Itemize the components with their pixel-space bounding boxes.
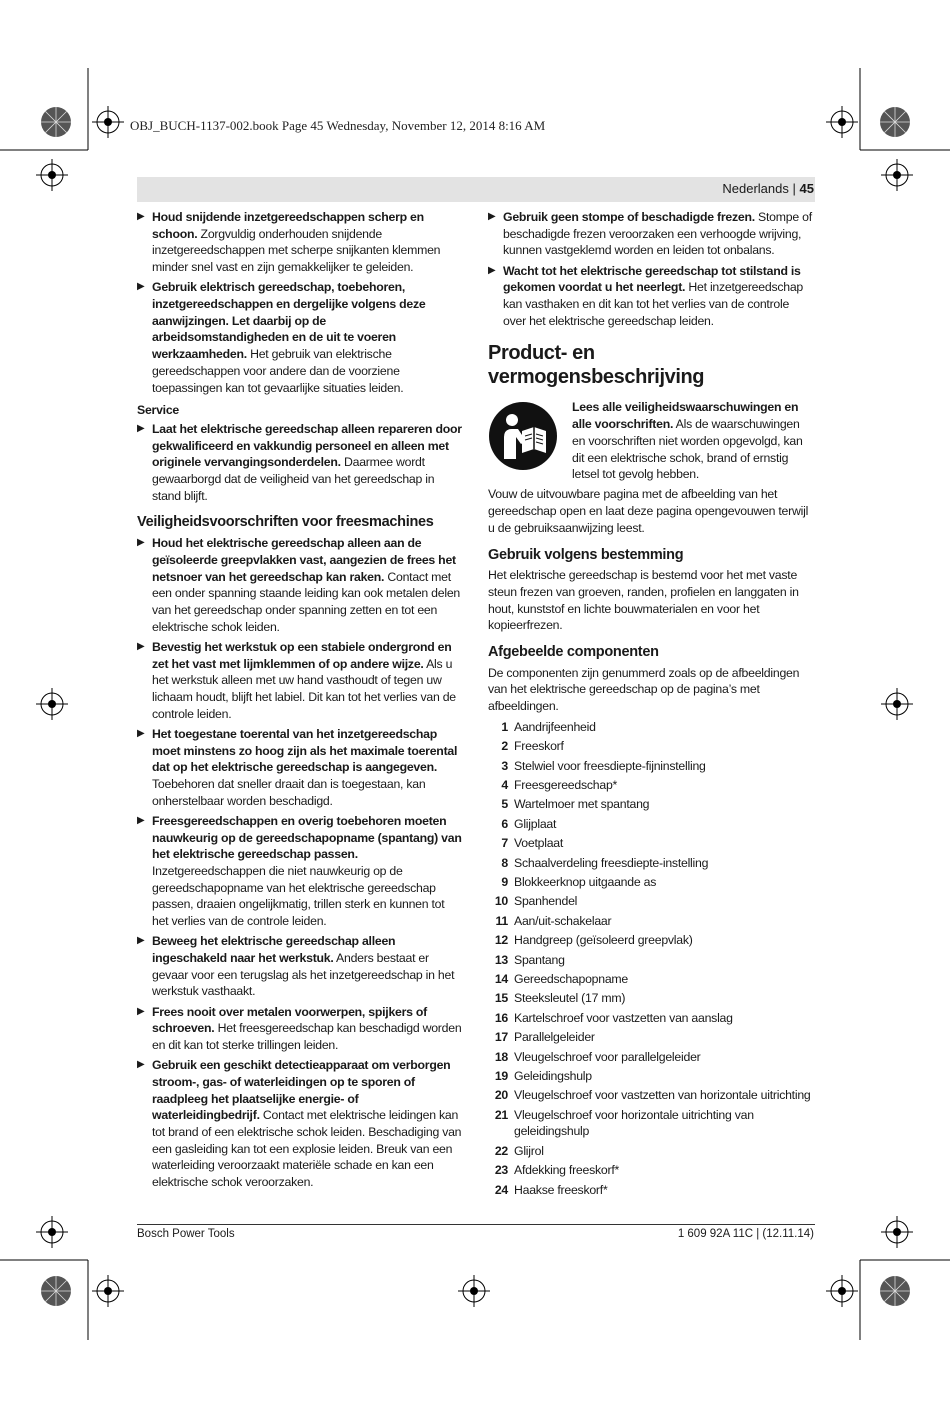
component-item [488,971,815,988]
component-label: Parallelgeleider [514,1030,595,1045]
bullet-list [488,209,815,329]
bullet-arrow-icon: ▶ [137,814,145,826]
component-number: 9 [501,874,508,889]
bullet-bold: Laat het elektrische gereedschap alleen repareren door gekwalificeerd en vakkundig personeel en alleen met originele vervangingsonderdelen. [152,421,462,470]
bullet-arrow-icon: ▶ [137,640,145,652]
component-label: Glijplaat [514,816,557,831]
component-label: Haakse freeskorf* [514,1182,608,1197]
bullet-item [137,421,462,505]
bullet-item [488,263,815,330]
component-number: 1 [501,719,508,734]
bullet-item [488,209,815,259]
component-label: Spantang [514,952,565,967]
component-item [488,719,815,736]
fold-instruction: Vouw de uitvouwbare pagina met de afbeelding van het gereedschap open en laat deze pagina opengevouwen terwijl u de gebruiksaanwijzing leest. [488,487,809,535]
bullet-list [137,421,462,505]
component-label: Freeskorf [514,739,564,754]
component-item [488,1182,815,1199]
bullet-text: Anders bestaat er gevaar voor een terugslag als het inzetgereedschap in het werkstuk vasthaakt. [152,951,455,999]
component-label: Vleugelschroef voor horizontale uitrichting van geleidingshulp [514,1107,754,1139]
component-item [488,1049,815,1066]
component-item [488,1162,815,1179]
component-label: Geleidingshulp [514,1068,592,1083]
product-heading: Product- en vermogensbeschrijving [488,342,705,389]
component-label: Wartelmoer met spantang [514,797,650,812]
component-number: 10 [494,894,508,909]
component-item [488,796,815,813]
component-label: Handgreep (geïsoleerd greepvlak) [514,933,693,948]
bullet-bold: Gebruik elektrisch gereedschap, toebehoren, inzetgereedschappen en dergelijke volgens deze aanwijzingen. Let daarbij op de arbeidsomstandigheden en de uit te voeren werkzaamheden. [152,280,426,362]
component-item [488,816,815,833]
bullet-bold: Houd het elektrische gereedschap alleen aan de geïsoleerde greepvlakken vast, aangezien de frees het netsnoer van het gereedschap kan raken. [152,536,456,584]
bullet-text: Zorgvuldig onderhouden snijdende inzetgereedschappen met scherpe snijkanten klemmen minder snel vast en zijn gemakkelijker te geleiden. [152,226,441,275]
component-number: 24 [494,1182,508,1197]
component-item [488,990,815,1007]
bullet-arrow-icon: ▶ [137,1005,145,1017]
bullet-text: Inzetgereedschappen die niet nauwkeurig op de gereedschapopname van het elektrische gereedschap passen, draaien ongelijkmatig, trillen sterk en kunnen tot het verlies van de controle leiden. [152,864,445,929]
bullet-arrow-icon: ▶ [488,264,496,276]
usage-text: Het elektrische gereedschap is bestemd voor het met vaste steun frezen van groeven, randen, profielen en langgaten in hout, kunststof en lichte bouwmaterialen en voor het kopieerfrezen. [488,568,799,633]
component-number: 18 [494,1049,508,1064]
component-number: 2 [501,739,508,754]
footer-right: 1 609 92A 11C | (12.11.14) [677,1228,814,1240]
component-item [488,758,815,775]
component-item [488,1107,815,1140]
bullet-bold: Freesgereedschappen en overig toebehoren moeten nauwkeurig op de gereedschapopname (spantang) van het elektrische gereedschap passen. [152,813,462,862]
component-item [488,855,815,872]
component-number: 16 [494,1010,508,1025]
component-item [488,874,815,891]
bullet-text: Stompe of beschadigde frezen veroorzaken een verhoogde wrijving, kunnen vastgeklemd worden en leiden tot onbalans. [503,210,812,258]
bullet-arrow-icon: ▶ [137,935,145,947]
print-slug: OBJ_BUCH-1137-002.book Page 45 Wednesday, November 12, 2014 8:16 AM [130,118,546,133]
component-number: 22 [494,1143,508,1158]
bullet-bold: Het toegestane toerental van het inzetgereedschap moet minstens zo hoog zijn als het maximale toerental dat op het elektrische gereedschap is aangegeven. [152,726,458,775]
component-item [488,1087,815,1104]
footer-left: Bosch Power Tools [137,1228,235,1240]
component-item [488,952,815,969]
bullet-list [137,209,462,396]
component-label: Vleugelschroef voor vastzetten van horizontale uitrichting [514,1088,811,1103]
bullet-text: Contact met een onder spanning staande leiding kan ook metalen delen van het gereedschap onder spanning zetten en tot een elektrische schok leiden. [152,569,461,634]
bullet-arrow-icon: ▶ [137,537,145,549]
component-number: 13 [494,952,508,967]
bullet-bold: Bevestig het werkstuk op een stabiele ondergrond en zet het vast met lijmklemmen of op andere wijze. [152,639,452,671]
component-label: Freesgereedschap* [514,778,618,793]
header-bar [137,177,815,202]
warning-bold: Lees alle veiligheidswaarschuwingen en alle voorschriften. [572,400,799,432]
bullet-text: Daarmee wordt gewaarborgd dat de veiligheid van het gereedschap in stand blijft. [152,455,435,503]
component-item [488,913,815,930]
component-item [488,738,815,755]
bullet-item [137,933,462,1000]
bullet-item [137,209,462,276]
bullet-bold: Houd snijdende inzetgereedschappen scherp en schoon. [152,210,424,241]
header-separator: | [792,181,796,196]
component-label: Glijrol [514,1143,544,1158]
component-item [488,1068,815,1085]
components-list [488,719,815,1198]
usage-heading: Gebruik volgens bestemming [488,546,684,563]
safety-heading: Veiligheidsvoorschriften voor freesmachines [137,514,434,531]
bullet-arrow-icon: ▶ [137,422,145,434]
bullet-arrow-icon: ▶ [137,1059,145,1071]
component-label: Stelwiel voor freesdiepte-fijninstelling [514,758,706,773]
component-label: Vleugelschroef voor parallelgeleider [514,1049,701,1064]
components-heading: Afgebeelde componenten [488,644,659,661]
bullet-arrow-icon: ▶ [137,281,145,293]
component-item [488,835,815,852]
bullet-bold: Frees nooit over metalen voorwerpen, spijkers of schroeven. [152,1004,428,1036]
component-label: Blokkeerknop uitgaande as [514,874,657,889]
bullet-text: Toebehoren dat sneller draait dan is toegestaan, kan onherstelbaar worden beschadigd. [152,777,426,808]
warning-block [488,399,815,483]
bullet-arrow-icon: ▶ [137,727,145,739]
component-number: 6 [501,816,508,831]
bullet-arrow-icon: ▶ [137,211,145,222]
read-manual-icon [488,401,558,471]
component-item [488,1029,815,1046]
component-number: 20 [494,1088,508,1103]
bullet-text: Het gebruik van elektrische gereedschappen voor andere dan de voorziene toepassingen kan tot gevaarlijke situaties leiden. [152,347,404,395]
header-language: Nederlands [722,181,789,196]
component-label: Schaalverdeling freesdiepte-instelling [514,855,709,870]
bullet-arrow-icon: ▶ [488,211,496,222]
page-number: 45 [799,181,814,196]
component-label: Voetplaat [514,836,564,851]
bullet-item [137,639,462,723]
component-label: Aandrijfeenheid [514,719,596,734]
component-number: 11 [495,913,508,928]
footer-rule [137,1224,815,1225]
bullet-text: Het inzetgereedschap kan vasthaken en dit kan tot het verlies van de controle over het elektrische gereedschap leiden. [503,280,804,328]
component-label: Gereedschapopname [514,971,629,986]
bullet-item [137,1004,462,1054]
warning-body: Als de waarschuwingen en voorschriften niet worden opgevolgd, kan dit een elektrische schok, brand of ernstig letsel tot gevolg hebben. [572,417,803,482]
bullet-list [137,535,462,1191]
component-item [488,1010,815,1027]
component-number: 5 [501,797,508,812]
left-column [137,209,462,1194]
components-intro: De componenten zijn genummerd zoals op de afbeeldingen van het elektrische gereedschap op de pagina’s met afbeeldingen. [488,665,800,714]
component-item [488,893,815,910]
bullet-item [137,279,462,396]
component-label: Spanhendel [514,894,578,909]
component-number: 3 [501,758,508,773]
component-item [488,1143,815,1160]
bullet-item [137,813,462,930]
bullet-text: Als u het werkstuk alleen met uw hand vasthoudt of tegen uw lichaam houdt, blijft het labiel. Dit kan tot het verlies van de controle leiden. [152,656,456,721]
right-column [488,209,815,1201]
component-item [488,777,815,794]
bullet-item [137,535,462,635]
bullet-text: Contact met elektrische leidingen kan tot brand of een elektrische schok leiden. Beschadiging van een gasleiding kan tot een explosie leiden. Breuk van een waterleiding veroorzaakt materiële schade en kan een elektrische schok veroorzaken. [152,1108,462,1190]
component-label: Kartelschroef voor vastzetten van aanslag [514,1010,733,1025]
bullet-bold: Gebruik geen stompe of beschadigde frezen. [503,210,755,224]
bullet-bold: Gebruik een geschikt detectieapparaat om verborgen stroom-, gas- of waterleidingen op te sporen of raadpleeg het plaatselijke energie- of waterleidingbedrijf. [152,1058,451,1123]
service-heading: Service [137,403,180,418]
component-number: 14 [494,971,508,986]
component-number: 23 [494,1163,508,1178]
running-header [722,181,814,196]
bullet-item [137,1057,462,1191]
component-number: 7 [501,836,508,851]
component-number: 19 [494,1068,508,1083]
component-label: Aan/uit-schakelaar [514,913,612,928]
component-number: 12 [494,933,508,948]
bullet-bold: Beweeg het elektrische gereedschap alleen ingeschakeld naar het werkstuk. [152,934,396,966]
component-number: 8 [501,855,508,870]
component-number: 21 [494,1107,508,1122]
component-item [488,932,815,949]
component-label: Afdekking freeskorf* [514,1163,620,1178]
bullet-text: Het freesgereedschap kan beschadigd worden en dit kan tot sterke trillingen leiden. [152,1021,462,1053]
bullet-bold: Wacht tot het elektrische gereedschap tot stilstand is gekomen voordat u het neerlegt. [503,263,801,295]
component-label: Steeksleutel (17 mm) [514,991,626,1006]
bullet-item [137,726,462,810]
component-number: 4 [501,778,508,793]
component-number: 17 [494,1030,508,1045]
component-number: 15 [494,991,508,1006]
